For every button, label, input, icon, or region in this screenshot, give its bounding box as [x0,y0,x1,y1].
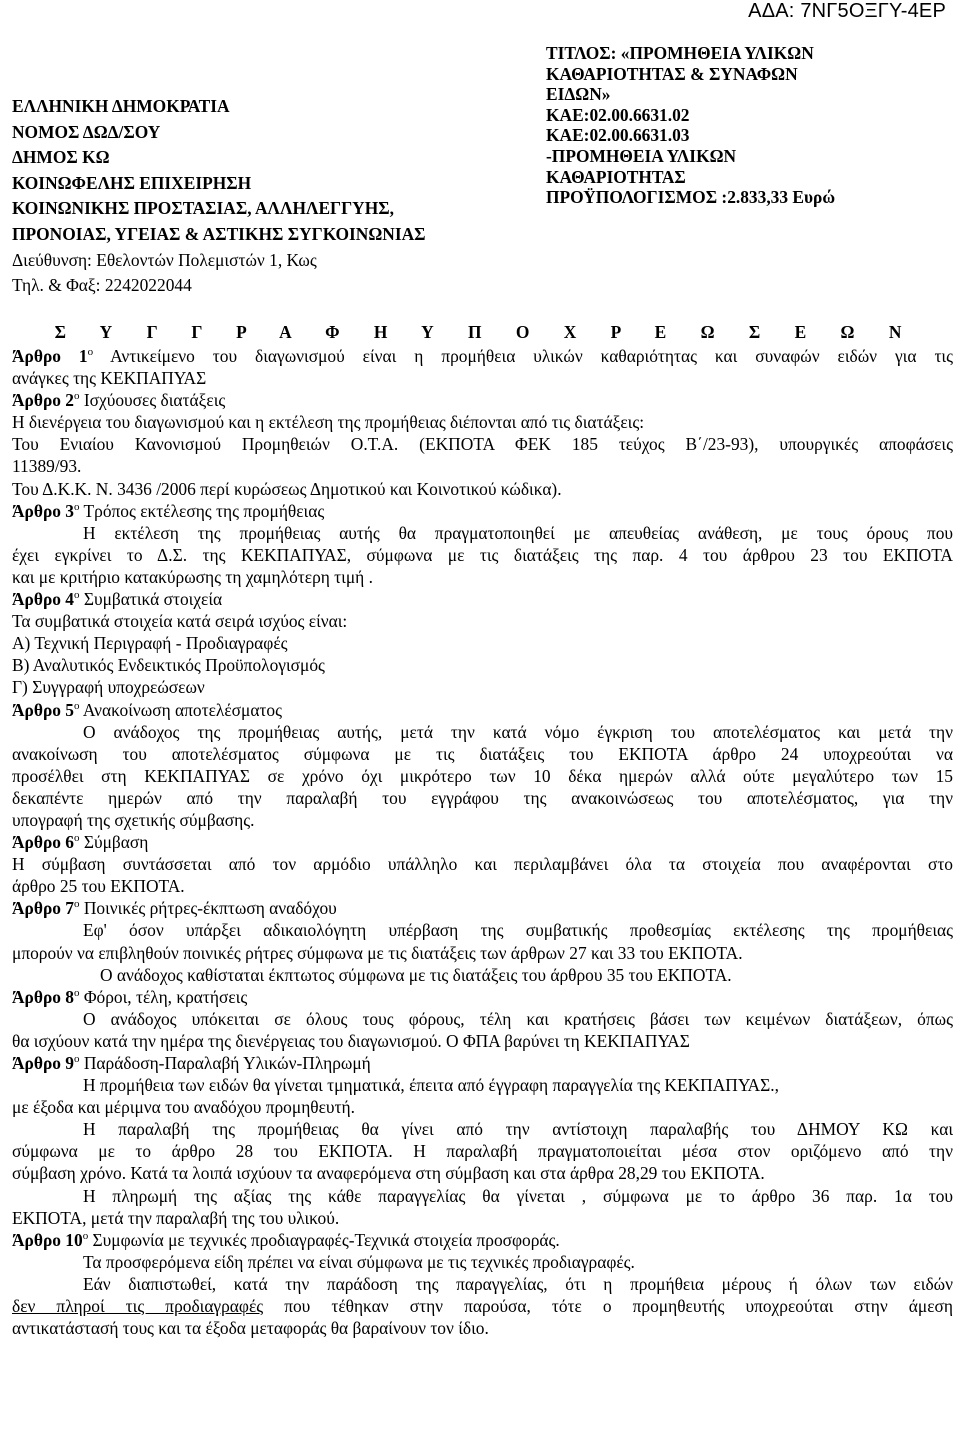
article-label: Άρθρο 3 [12,500,74,521]
article-label: Άρθρο 1 [12,346,88,366]
article-ordinal: ο [74,390,80,403]
issuer-line: ΔΗΜΟΣ ΚΩ [12,147,110,168]
article-label: Άρθρο 8 [12,986,74,1007]
issuer-line: ΚΟΙΝΩΦΕΛΗΣ ΕΠΙΧΕΙΡΗΣΗ [12,172,252,193]
paragraph-line: Η προμήθεια των ειδών θα γίνεται τμηματικά, έπειτα από έγγραφη παραγγελία της ΚΕΚΠΑΠΥΑΣ., [83,1075,779,1096]
project-line: ΚΑΘΑΡΙΟΤΗΤΑΣ & ΣΥΝΑΦΩΝ [546,63,798,84]
list-item: Γ) Συγγραφή υποχρεώσεων [12,677,205,698]
article-ordinal: ο [74,898,80,911]
project-line: ΤΙΤΛΟΣ: «ΠΡΟΜΗΘΕΙΑ ΥΛΙΚΩΝ [546,43,814,63]
article-label: Άρθρο 2 [12,390,74,411]
article-ordinal: ο [74,986,80,999]
article-ordinal: ο [82,1229,89,1242]
paragraph-line: ΕΚΠΟΤΑ, μετά την παραλαβή της του υλικού. [12,1207,340,1228]
article-label: Άρθρο 10 [12,1229,83,1250]
paragraph-line: 11389/93. [12,456,82,477]
article-title: Συμφωνία με τεχνικές προδιαγραφές-Τεχνικά στοιχεία προσφοράς. [88,1229,560,1250]
article-title: Φόροι, τέλη, κρατήσεις [79,986,248,1007]
issuer-block [12,94,532,299]
paragraph-line: μπορούν να επιβληθούν ποινικές ρήτρες σύμφωνα με τις διατάξεις των άρθρων 27 και 33 του ΕΚΠΟΤΑ. [12,942,743,963]
list-item: Α) Τεχνική Περιγραφή - Προδιαγραφές [12,633,288,654]
article-2-heading [12,389,953,411]
paragraph-line: Τα προσφερόμενα είδη πρέπει να είναι σύμφωνα με τις τεχνικές προδιαγραφές. [83,1251,635,1272]
article-title: Συμβατικά στοιχεία [79,589,223,610]
paragraph-line: Ο ανάδοχος καθίσταται έκπτωτος σύμφωνα με τις διατάξεις του άρθρου 35 του ΕΚΠΟΤΑ. [100,964,732,985]
article-ordinal: ο [74,589,80,602]
project-line: ΕΙΔΩΝ» [546,84,611,105]
article-ordinal: ο [74,832,80,845]
paragraph-line: έχει εγκρίνει το Δ.Σ. της ΚΕΚΠΑΠΥΑΣ, σύμφωνα με τις διατάξεις της παρ. 4 του άρθρου 23 του ΕΚΠΟΤΑ [12,544,953,565]
issuer-line: ΚΟΙΝΩΝΙΚΗΣ ΠΡΟΣΤΑΣΙΑΣ, ΑΛΛΗΛΕΓΓΥΗΣ, [12,198,394,219]
paragraph-line: προσέλθει στη ΚΕΚΠΑΠΥΑΣ σε χρόνο όχι μικρότερο των 10 δέκα ημερών αλλά ούτε μεγαλύτερο των 15 [12,765,953,786]
project-line: ΚΑΘΑΡΙΟΤΗΤΑΣ [546,166,686,187]
issuer-line: ΕΛΛΗΝΙΚΗ ΔΗΜΟΚΡΑΤΙΑ [12,96,230,116]
paragraph-line: Εφ' όσον υπάρξει αδικαιολόγητη υπέρβαση της συμβατικής προθεσμίας εκτέλεσης της προμήθειας [83,920,953,941]
article-ordinal: ο [74,1053,80,1066]
paragraph-line: άρθρο 25 του ΕΚΠΟΤΑ. [12,876,185,897]
article-ordinal: ο [87,346,94,359]
paragraph-line: Ο ανάδοχος υπόκειται σε όλους τους φόρους, τέλη και κρατήσεις βάσει των κειμένων διατάξεων, όπως [83,1008,953,1029]
article-label: Άρθρο 7 [12,898,74,919]
project-block [546,43,956,208]
document-title: Σ Υ Γ Γ Ρ Α Φ Η Υ Π Ο Χ Ρ Ε Ω Σ Ε Ω Ν [54,322,906,342]
article-label: Άρθρο 6 [12,832,74,853]
article-label: Άρθρο 9 [12,1053,74,1073]
paragraph-line: Η πληρωμή της αξίας της κάθε παραγγελίας θα γίνεται , σύμφωνα με το άρθρο 36 παρ. 1α του [83,1185,953,1206]
ada-code: ΑΔΑ: 7ΝΓ5ΟΞΓΥ-4ΕΡ [748,0,946,22]
paragraph-line [12,1295,953,1317]
article-title: Τρόπος εκτέλεσης της προμήθειας [79,500,325,521]
paragraph-line: Εάν διαπιστωθεί, κατά την παράδοση της παραγγελίας, ότι η προμήθεια μέρους ή όλων των ειδών [83,1273,953,1294]
issuer-address: Διεύθυνση: Εθελοντών Πολεμιστών 1, Κως [12,249,317,270]
underlined-text: δεν πληροί τις προδιαγραφές [12,1296,264,1317]
paragraph-line: δεκαπέντε ημερών από την παραλαβή του εγγράφου της ανακοινώσεως του αποτελέσματος, για την [12,787,953,808]
article-10-heading [12,1229,953,1251]
paragraph-line: και με κριτήριο κατακύρωσης τη χαμηλότερη τιμή . [12,566,373,587]
issuer-line: ΝΟΜΟΣ ΔΩΔ/ΣΟΥ [12,121,161,142]
paragraph-line: θα ισχύουν κατά την ημέρα της διενέργειας του διαγωνισμού. Ο ΦΠΑ βαρύνει τη ΚΕΚΠΑΠΥΑΣ [12,1030,690,1051]
project-budget: ΠΡΟΫΠΟΛΟΓΙΣΜΟΣ :2.833,33 Ευρώ [546,187,836,208]
article-9-heading [12,1052,953,1074]
article-label: Άρθρο 4 [12,589,74,610]
issuer-phone: Τηλ. & Φαξ: 2242022044 [12,275,192,296]
paragraph-line: Του Ενιαίου Κανονισμού Προμηθειών Ο.Τ.Α. (ΕΚΠΟΤΑ ΦΕΚ 185 τεύχος Β΄/23-93), υπουργικές αποφάσεις [12,434,953,455]
document-body [12,345,953,1339]
paragraph-line: Η εκτέλεση της προμήθειας αυτής θα πραγματοποιηθεί με απευθείας ανάθεση, με τους όρους που [83,522,953,543]
paragraph-line: Του Δ.Κ.Κ. Ν. 3436 /2006 περί κυρώσεως Δημοτικού και Κοινοτικού κώδικα). [12,478,562,499]
paragraph-line: σύμβαση χρόνο. Κατά τα λοιπά ισχύουν τα αναφερόμενα στη σύμβαση και στα άρθρα 28,29 του ΕΚΠΟΤΑ. [12,1163,765,1184]
article-5-heading [12,699,953,721]
article-3-heading [12,500,953,522]
paragraph-line: υπογραφή της σχετικής σύμβασης. [12,809,255,830]
article-4-heading [12,588,953,610]
paragraph-line: Η παραλαβή της προμήθειας θα γίνει από την αντίστοιχη παραλαβής του ΔΗΜΟΥ ΚΩ και [83,1119,953,1140]
paragraph-line: Η σύμβαση συντάσσεται από τον αρμόδιο υπάλληλο και περιλαμβάνει όλα τα στοιχεία που αναφέρονται στο [12,854,953,875]
article-title: Ποινικές ρήτρες-έκπτωση αναδόχου [79,898,337,919]
article-6-heading [12,831,953,853]
paragraph-line: Ο ανάδοχος της προμήθειας αυτής, μετά την κατά νόμο έγκριση του αποτελέσματος και μετά την [83,721,953,742]
paragraph-line: σύμφωνα με το άρθρο 28 του ΕΚΠΟΤΑ. Η παραλαβή πραγματοποιείται μέσα στον οριζόμενο από την [12,1141,953,1162]
article-label: Άρθρο 5 [12,699,74,720]
project-line: ΚΑΕ:02.00.6631.03 [546,125,690,146]
article-title: Ισχύουσες διατάξεις [79,390,226,411]
article-8-heading [12,986,953,1008]
article-ordinal: ο [74,699,80,712]
paragraph-line: ανακοίνωση του αποτελέσματος σύμφωνα με τις διατάξεις του ΕΚΠΟΤΑ άρθρο 24 υποχρεούται να [12,743,953,764]
project-line: -ΠΡΟΜΗΘΕΙΑ ΥΛΙΚΩΝ [546,145,737,166]
paragraph-line: με έξοδα και μέριμνα του αναδόχου προμηθευτή. [12,1097,355,1118]
article-7-heading [12,897,953,919]
paragraph-line: Τα συμβατικά στοιχεία κατά σειρά ισχύος είναι: [12,611,348,632]
article-ordinal: ο [74,500,80,513]
article-title: Ανακοίνωση αποτελέσματος [79,699,283,720]
paragraph-text: που τέθηκαν στην παρούσα, τότε ο προμηθευτής υποχρεούται στην άμεση [263,1296,953,1317]
list-item: Β) Αναλυτικός Ενδεικτικός Προϋπολογισμός [12,655,325,676]
paragraph-line: αντικατάστασή τους και τα έξοδα μεταφοράς θα βαραίνουν τον ίδιο. [12,1318,489,1339]
issuer-line: ΠΡΟΝΟΙΑΣ, ΥΓΕΙΑΣ & ΑΣΤΙΚΗΣ ΣΥΓΚΟΙΝΩΝΙΑΣ [12,223,426,244]
paragraph-line: ανάγκες της ΚΕΚΠΑΠΥΑΣ [12,368,207,389]
article-title: Σύμβαση [79,832,149,853]
article-1-heading [12,345,953,367]
paragraph-line: Η διενέργεια του διαγωνισμού και η εκτέλεση της προμήθειας διέπονται από τις διατάξεις: [12,412,645,433]
project-line: ΚΑΕ:02.00.6631.02 [546,104,690,125]
article-text: Αντικείμενο του διαγωνισμού είναι η προμήθεια υλικών καθαριότητας και συναφών ειδών για τις [93,346,953,366]
article-title: Παράδοση-Παραλαβή Υλικών-Πληρωμή [79,1053,371,1073]
